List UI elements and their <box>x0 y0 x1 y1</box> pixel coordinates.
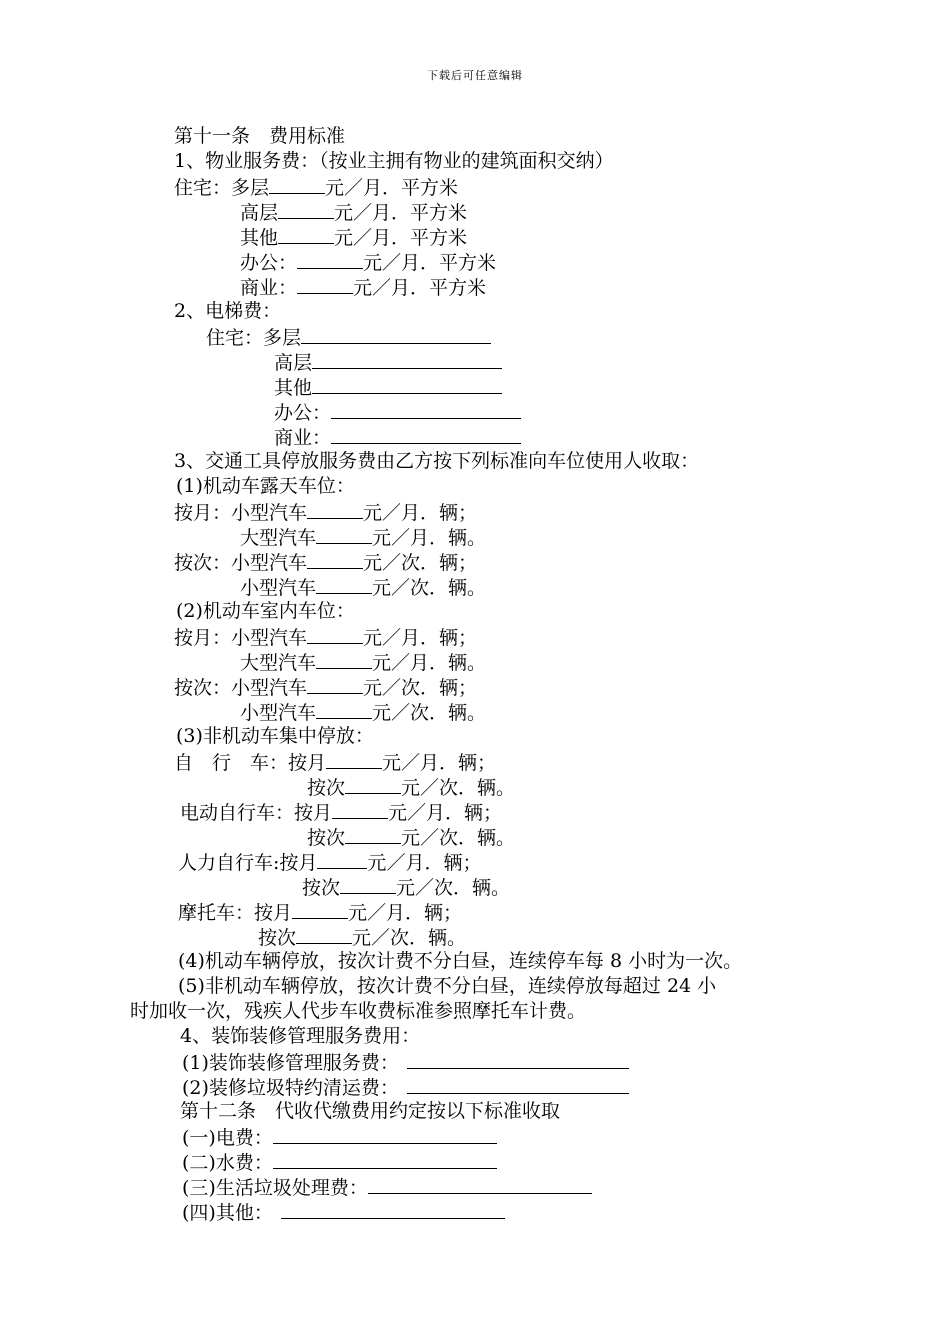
blank-field[interactable] <box>307 499 363 519</box>
elevator-row-office <box>274 399 521 424</box>
label: 多层 <box>263 327 302 349</box>
label: 办公： <box>274 402 332 424</box>
unit: ／次．辆。 <box>391 702 487 724</box>
parking-row <box>240 524 486 549</box>
label: 按月 <box>288 752 327 774</box>
blank-field[interactable] <box>332 799 388 819</box>
blank-field[interactable] <box>316 524 372 544</box>
bicycle-row <box>174 749 496 774</box>
article-12-title: 第十二条 代收代缴费用约定按以下标准收取 <box>180 1100 561 1122</box>
label: 住宅： <box>174 177 232 199</box>
unit: ／月．辆； <box>401 752 497 774</box>
label: 元 <box>363 677 383 699</box>
label: 商业： <box>274 427 332 449</box>
unit: ／次．辆。 <box>391 577 487 599</box>
blank-field[interactable] <box>331 399 521 419</box>
unit: 元／月．平方米 <box>334 227 468 249</box>
label: 住宅： <box>206 327 264 349</box>
label: 按次 <box>258 927 297 949</box>
label: 元 <box>396 877 416 899</box>
label: 大型汽车 <box>240 527 317 549</box>
label: 按月 <box>294 802 333 824</box>
label: (三)生活垃圾处理费： <box>182 1177 368 1199</box>
label: 按月 <box>279 852 318 874</box>
label: 元 <box>348 902 368 924</box>
label: 按月： <box>174 627 232 649</box>
unit: ／月．辆； <box>382 502 478 524</box>
label: (四)其他： <box>182 1202 273 1224</box>
blank-field[interactable] <box>281 1199 505 1219</box>
blank-field[interactable] <box>368 1174 592 1194</box>
label: 其他 <box>274 377 313 399</box>
label: 按月： <box>174 502 232 524</box>
label: 电动自行车： <box>180 802 295 824</box>
elevator-row-multistorey <box>206 324 491 349</box>
label: 小型汽车 <box>231 677 308 699</box>
unit: ／次．辆。 <box>415 877 511 899</box>
unit: ／次．辆。 <box>420 827 516 849</box>
blank-field[interactable] <box>312 374 502 394</box>
unit: 元／月．平方米 <box>334 202 468 224</box>
label: 按次 <box>307 827 346 849</box>
unit: ／月．辆。 <box>391 527 487 549</box>
label: 商业： <box>240 277 298 299</box>
blank-field[interactable] <box>312 349 502 369</box>
label: 元 <box>372 577 392 599</box>
blank-field[interactable] <box>269 174 325 194</box>
unit: ／月．辆。 <box>391 652 487 674</box>
label: 高层 <box>274 352 313 374</box>
label: 元 <box>352 927 372 949</box>
fee-row-office <box>240 249 496 274</box>
unit: ／次．辆。 <box>371 927 467 949</box>
blank-field[interactable] <box>297 274 353 294</box>
label: 元 <box>401 827 421 849</box>
blank-field[interactable] <box>316 649 372 669</box>
note-4: (4)机动车辆停放，按次计费不分白昼，连续停车每 8 小时为一次。 <box>178 950 743 972</box>
ebike-row <box>180 799 502 824</box>
note-5-line-1: (5)非机动车辆停放，按次计费不分白昼，连续停放每超过 24 小 <box>178 975 717 997</box>
blank-field[interactable] <box>345 774 401 794</box>
label: 自 行 车： <box>174 752 289 774</box>
label: 元 <box>401 777 421 799</box>
label: 小型汽车 <box>231 627 308 649</box>
label: 元 <box>372 527 392 549</box>
label: 按次 <box>302 877 341 899</box>
label: 元 <box>372 652 392 674</box>
label: 小型汽车 <box>231 552 308 574</box>
label: 大型汽车 <box>240 652 317 674</box>
label: (2)装修垃圾特约清运费： <box>182 1077 399 1099</box>
electricity-row <box>182 1124 497 1149</box>
blank-field[interactable] <box>278 224 334 244</box>
blank-field[interactable] <box>273 1124 497 1144</box>
label: 小型汽车 <box>240 702 317 724</box>
label: 元 <box>363 552 383 574</box>
article-11-title: 第十一条 费用标准 <box>174 125 346 147</box>
blank-field[interactable] <box>278 199 334 219</box>
label: 元 <box>382 752 402 774</box>
debris-fee-row <box>182 1074 629 1099</box>
other-row <box>182 1199 505 1224</box>
fee-row-residential-multistorey <box>174 174 458 199</box>
blank-field[interactable] <box>317 849 367 869</box>
label: 小型汽车 <box>240 577 317 599</box>
blank-field[interactable] <box>345 824 401 844</box>
parking-row <box>174 499 477 524</box>
blank-field[interactable] <box>407 1049 629 1069</box>
blank-field[interactable] <box>316 574 372 594</box>
section-2-heading: 2、电梯费： <box>174 300 282 322</box>
elevator-row-other <box>274 374 502 399</box>
section-4-heading: 4、装饰装修管理服务费用： <box>180 1025 421 1047</box>
tricycle-row <box>178 849 481 874</box>
parking-row <box>174 549 477 574</box>
label: 多层 <box>231 177 270 199</box>
blank-field[interactable] <box>340 874 396 894</box>
unit: 元／月．平方米 <box>353 277 487 299</box>
label: 元 <box>363 502 383 524</box>
moto-row <box>178 899 462 924</box>
parking-row <box>174 624 477 649</box>
label: 高层 <box>240 202 279 224</box>
moto-row <box>258 924 466 949</box>
label: 小型汽车 <box>231 502 308 524</box>
elevator-row-highrise <box>274 349 502 374</box>
label: 元 <box>388 802 408 824</box>
parking-row <box>174 674 477 699</box>
label: 按次： <box>174 677 232 699</box>
blank-field[interactable] <box>301 324 491 344</box>
label: 办公： <box>240 252 298 274</box>
label: 按月 <box>254 902 293 924</box>
label: 元 <box>367 852 387 874</box>
label: 元 <box>372 702 392 724</box>
page-header: 下载后可任意编辑 <box>427 69 523 82</box>
blank-field[interactable] <box>307 624 363 644</box>
tricycle-row <box>302 874 510 899</box>
subsection-indoor: (2)机动车室内车位： <box>176 600 355 622</box>
label: (二)水费： <box>182 1152 273 1174</box>
unit: ／次．辆； <box>382 677 478 699</box>
unit: 元／月．平方米 <box>325 177 459 199</box>
bicycle-row <box>307 774 515 799</box>
unit: ／月．辆； <box>382 627 478 649</box>
unit: ／次．辆。 <box>420 777 516 799</box>
label: 按次： <box>174 552 232 574</box>
section-1-heading: 1、物业服务费：（按业主拥有物业的建筑面积交纳） <box>174 150 614 172</box>
unit: ／月．辆； <box>407 802 503 824</box>
blank-field[interactable] <box>326 749 382 769</box>
blank-field[interactable] <box>273 1149 497 1169</box>
garbage-row <box>182 1174 592 1199</box>
unit: ／月．辆； <box>367 902 463 924</box>
label: 摩托车： <box>178 902 255 924</box>
blank-field[interactable] <box>292 899 348 919</box>
section-3-heading: 3、交通工具停放服务费由乙方按下列标准向车位使用人收取： <box>174 450 700 472</box>
ebike-row <box>307 824 515 849</box>
fee-row-commercial <box>240 274 486 299</box>
fee-row-residential-highrise <box>240 199 467 224</box>
label: 元 <box>363 627 383 649</box>
label: 其他 <box>240 227 279 249</box>
note-5-line-2: 时加收一次，残疾人代步车收费标准参照摩托车计费。 <box>130 1000 587 1022</box>
unit: ／次．辆； <box>382 552 478 574</box>
elevator-row-commercial <box>274 424 521 449</box>
blank-field[interactable] <box>331 424 521 444</box>
decoration-fee-row <box>182 1049 629 1074</box>
blank-field[interactable] <box>307 674 363 694</box>
blank-field[interactable] <box>296 924 352 944</box>
subsection-non-motor: (3)非机动车集中停放： <box>176 725 374 747</box>
unit: ／月．辆； <box>386 852 482 874</box>
blank-field[interactable] <box>407 1074 629 1094</box>
label: (一)电费： <box>182 1127 273 1149</box>
parking-row <box>240 699 486 724</box>
subsection-outdoor: (1)机动车露天车位： <box>176 475 355 497</box>
unit: 元／月．平方米 <box>363 252 497 274</box>
label: 人力自行车: <box>178 852 280 874</box>
water-row <box>182 1149 497 1174</box>
parking-row <box>240 649 486 674</box>
parking-row <box>240 574 486 599</box>
blank-field[interactable] <box>297 249 363 269</box>
blank-field[interactable] <box>307 549 363 569</box>
label: 按次 <box>307 777 346 799</box>
fee-row-residential-other <box>240 224 467 249</box>
label: (1)装饰装修管理服务费： <box>182 1052 399 1074</box>
blank-field[interactable] <box>316 699 372 719</box>
